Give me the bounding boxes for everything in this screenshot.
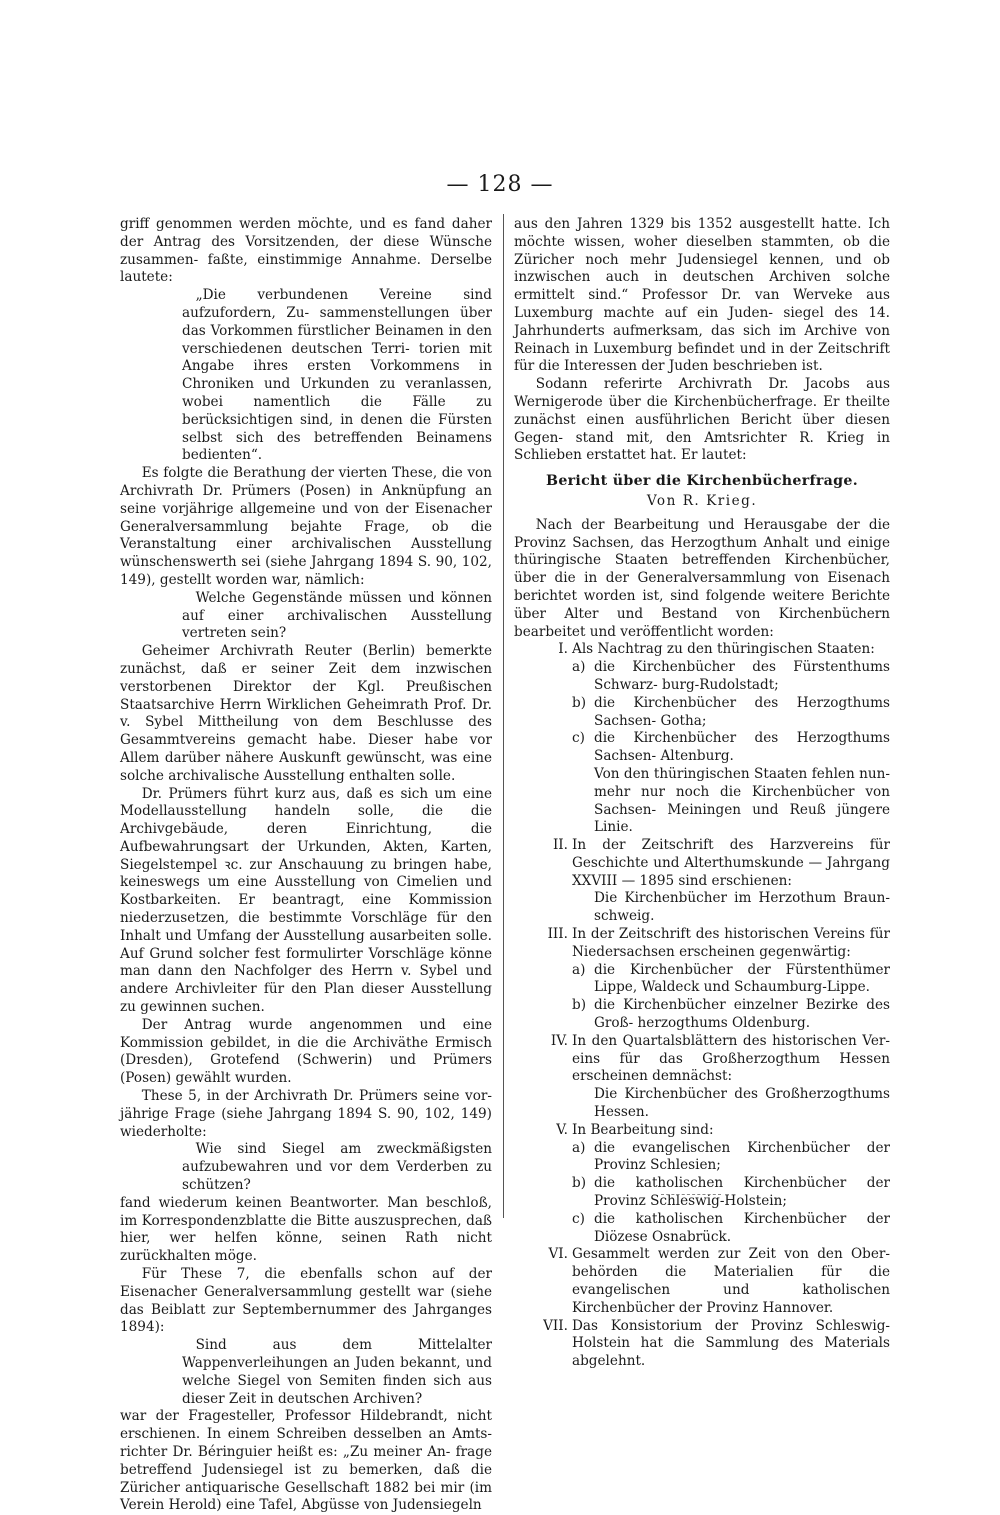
- list-item-number: IV.: [550, 1032, 568, 1049]
- paragraph: Sodann referirte Archivrath Dr. Jacobs aus Wernigerode über die Kirchenbücherfrage. Er theilte zunächst einen ausführlichen Bericht über diesen Gegen- stand mit, den Amtsrichter R. Krieg in Schlieben erstattet hat. Er lautet:: [514, 376, 890, 464]
- report-list-item: [514, 1318, 890, 1371]
- paragraph: Für These 7, die ebenfalls schon auf der Eisenacher Generalversammlung gestellt war (siehe das Beiblatt zur Septembernummer des Jahrganges 1894):: [120, 1266, 492, 1336]
- list-item-note: Die Kirchenbücher des Großherzogthums Hessen.: [594, 1086, 890, 1121]
- paragraph: Nach der Bearbeitung und Herausgabe der die Provinz Sachsen, das Herzogthum Anhalt und einige thüringische Staaten betreffenden Kirchenbücher, über die in der Generalversammlung von Eisenach berichtet worden ist, sind folgende weitere Berichte über Alter und Bestand von Kirchenbüchern bearbeitet und veröffentlicht worden:: [514, 516, 890, 640]
- sub-item: [572, 997, 890, 1033]
- column-divider: [503, 214, 504, 1218]
- sub-item-text: die Kirchenbücher einzelner Bezirke des Groß- herzogthums Oldenburg.: [594, 997, 890, 1032]
- sub-item-label: a): [572, 961, 586, 978]
- sub-item-text: die Kirchenbücher der Fürstenthümer Lippe, Waldeck und Schaumburg-Lippe.: [594, 961, 890, 996]
- sub-item: [572, 659, 890, 695]
- list-item-text: Gesammelt werden zur Zeit von den Ober- behörden die Materialien für die evangelischen und katholischen Kirchenbücher der Provinz Hannover.: [572, 1246, 890, 1316]
- page-number: — 128 —: [446, 172, 554, 197]
- paragraph: These 5, in der Archivrath Dr. Prümers seine vor- jährige Frage (siehe Jahrgang 1894 S. 90, 102, 149) wiederholte:: [120, 1088, 492, 1140]
- list-item-note: Die Kirchenbücher im Herzothum Braun- schweig.: [594, 890, 890, 925]
- end-divider: [661, 1194, 721, 1195]
- paragraph: Dr. Prümers führt kurz aus, daß es sich um eine Modellausstellung handeln solle, die die Archivgebäude, deren Einrichtung, die Aufbewahrungsart der Urkunden, Akten, Karten, Siegelstempel ꝛc. zur Anschauung zu bringen habe, keineswegs um eine Ausstellung von Cimelien und Kostbarkeiten. Er beantragt, eine Kommission niederzusetzen, die bestimmte Vorschläge für den Inhalt und Umfang der Ausstellung ausarbeiten solle. Auf Grund solcher fest formulirter Vorschläge könne man dann den Nachfolger des Herrn v. Sybel und andere Archivleiter für den Plan dieser Ausstellung zu gewinnen suchen.: [120, 785, 492, 1016]
- sub-item: [572, 695, 890, 731]
- thesis-question: Wie sind Siegel am zweckmäßigsten aufzubewahren und vor dem Verderben zu schützen?: [182, 1141, 492, 1194]
- sub-item-label: c): [572, 730, 585, 747]
- list-item-text: In den Quartalsblättern des historischen Ver- eins für das Großherzogthum Hessen erscheinen demnächst:: [572, 1032, 890, 1085]
- sub-item: [572, 962, 890, 998]
- paragraph: Es folgte die Berathung der vierten These, die von Archivrath Dr. Prümers (Posen) in Anknüpfung an seine vorjährige allgemeine und von der Eisenacher Generalversammlung bejahte Frage, ob die Veranstaltung einer archivalischen Ausstellung wünschenswerth sei (siehe Jahrgang 1894 S. 90, 102, 149), gestellt worden war, nämlich:: [120, 465, 492, 588]
- list-item-number: VII.: [543, 1317, 568, 1334]
- paragraph: fand wiederum keinen Beantworter. Man beschloß, im Korrespondenzblatte die Bitte auszusprechen, daß hier, wer helfen könne, seinen Rath nicht zurückhalten möge.: [120, 1194, 492, 1265]
- sub-item-text: die Kirchenbücher des Herzogthums Sachsen- Gotha;: [594, 694, 890, 729]
- sub-item-label: b): [572, 694, 587, 711]
- list-item-text: In der Zeitschrift des Harzvereins für Geschichte und Alterthumskunde — Jahrgang XXVIII — 1895 sind erschienen:: [572, 837, 890, 889]
- report-list: [514, 641, 890, 1371]
- list-item-text: In Bearbeitung sind:: [572, 1121, 714, 1138]
- sub-item-text: die Kirchenbücher des Fürstenthums Schwarz- burg-Rudolstadt;: [594, 659, 890, 693]
- list-item-number: I.: [558, 641, 568, 658]
- sub-item-text: die katholischen Kirchenbücher der Provinz Schleswig-Holstein;: [594, 1175, 890, 1210]
- quoted-resolution: „Die verbundenen Vereine sind aufzufordern, Zu- sammenstellungen über das Vorkommen fürstlicher Beinamen in den verschiedenen deutschen Terri- torien mit Angabe ihres ersten Vorkommens in Chroniken und Urkunden zu veranlassen, wobei namentlich die Fälle zu berücksichtigen sind, in denen die Fürsten selbst sich des betreffenden Beinamens bedienten“.: [182, 287, 492, 464]
- list-item-number: VI.: [548, 1246, 568, 1263]
- list-item-text: Das Konsistorium der Provinz Schleswig-Holstein hat die Sammlung des Materials abgelehnt.: [572, 1317, 890, 1370]
- paragraph: griff genommen werden möchte, und es fand daher der Antrag des Vorsitzenden, der diese Wünsche zusammen- faßte, einstimmige Annahme. Derselbe lautete:: [120, 216, 492, 286]
- sub-item-text: die evangelischen Kirchenbücher der Provinz Schlesien;: [594, 1139, 890, 1174]
- list-item-text: Als Nachtrag zu den thüringischen Staaten:: [572, 641, 875, 658]
- sub-item: [572, 1140, 890, 1176]
- sub-item-text: die Kirchenbücher des Herzogthums Sachsen- Altenburg.: [594, 730, 890, 765]
- left-column: [120, 216, 492, 1515]
- report-list-item: [514, 1246, 890, 1317]
- paragraph: Geheimer Archivrath Reuter (Berlin) bemerkte zunächst, daß er seiner Zeit dem inzwischen verstorbenen Direktor der Kgl. Preußischen Staatsarchive Herrn Wirklichen Geheimrath Prof. Dr. v. Sybel Mittheilung von dem Beschlusse des Gesammtvereins gemacht habe. Dieser habe vor Allem darüber nähere Auskunft gewünscht, was eine solche archivalische Ausstellung enthalten solle.: [120, 643, 492, 784]
- sub-item-label: c): [572, 1210, 585, 1227]
- sub-item: [572, 730, 890, 766]
- sub-item: [572, 1211, 890, 1247]
- right-column: [514, 216, 890, 1371]
- list-item-number: II.: [552, 837, 568, 854]
- report-byline: Von R. Krieg.: [646, 492, 758, 509]
- report-list-item: [514, 1122, 890, 1140]
- paragraph: war der Fragesteller, Professor Hildebrandt, nicht erschienen. In einem Schreiben desselben an Amts- richter Dr. Béringuier heißt es: „Zu meiner An- frage betreffend Judensiegel ist zu bemerken, daß die Züricher antiquarische Gesellschaft 1882 bei mir (im Verein Herold) eine Tafel, Abgüsse von Judensiegeln: [120, 1408, 492, 1514]
- paragraph: Der Antrag wurde angenommen und eine Kommission gebildet, in die die Archiväthe Ermisch (Dresden), Grotefend (Schwerin) und Prümers (Posen) gewählt wurden.: [120, 1016, 492, 1087]
- list-item-note: Von den thüringischen Staaten fehlen nun- mehr nur noch die Kirchenbücher von Sachsen- Meiningen und Reuß jüngere Linie.: [594, 765, 890, 836]
- list-item-number: V.: [556, 1121, 568, 1138]
- sub-item-label: b): [572, 997, 587, 1014]
- paragraph: aus den Jahren 1329 bis 1352 ausgestellt hatte. Ich möchte wissen, woher dieselben stammten, ob die Züricher noch mehr Judensiegel kennen, und ob inzwischen auch in deutschen Archiven solche ermittelt sind.“ Professor Dr. van Werveke aus Luxemburg machte auf ein Juden- siegel des 14. Jahrhunderts aufmerksam, das sich im Archive von Reinach in Luxemburg befindet und in der Zeitschrift für die Interessen der Juden beschrieben ist.: [514, 216, 890, 375]
- sub-item: [572, 1175, 890, 1211]
- report-list-item: [514, 837, 890, 890]
- report-list-item: [514, 1033, 890, 1086]
- sub-item-label: b): [572, 1175, 587, 1192]
- thesis-question: Welche Gegenstände müssen und können auf einer archivalischen Ausstellung vertreten sein?: [182, 589, 492, 642]
- report-list-item: [514, 926, 890, 962]
- list-item-text: In der Zeitschrift des historischen Vereins für Niedersachsen erscheinen gegenwärtig:: [572, 926, 890, 960]
- report-list-item: [514, 641, 890, 659]
- list-item-number: III.: [547, 926, 568, 943]
- sub-item-text: die katholischen Kirchenbücher der Diözese Osnabrück.: [594, 1210, 890, 1245]
- sub-item-label: a): [572, 659, 586, 676]
- report-heading: Bericht über die Kirchenbücherfrage.: [546, 473, 858, 490]
- sub-item-label: a): [572, 1139, 586, 1156]
- thesis-question: Sind aus dem Mittelalter Wappenverleihungen an Juden bekannt, und welche Siegel von Semiten finden sich aus dieser Zeit in deutschen Archiven?: [182, 1337, 492, 1407]
